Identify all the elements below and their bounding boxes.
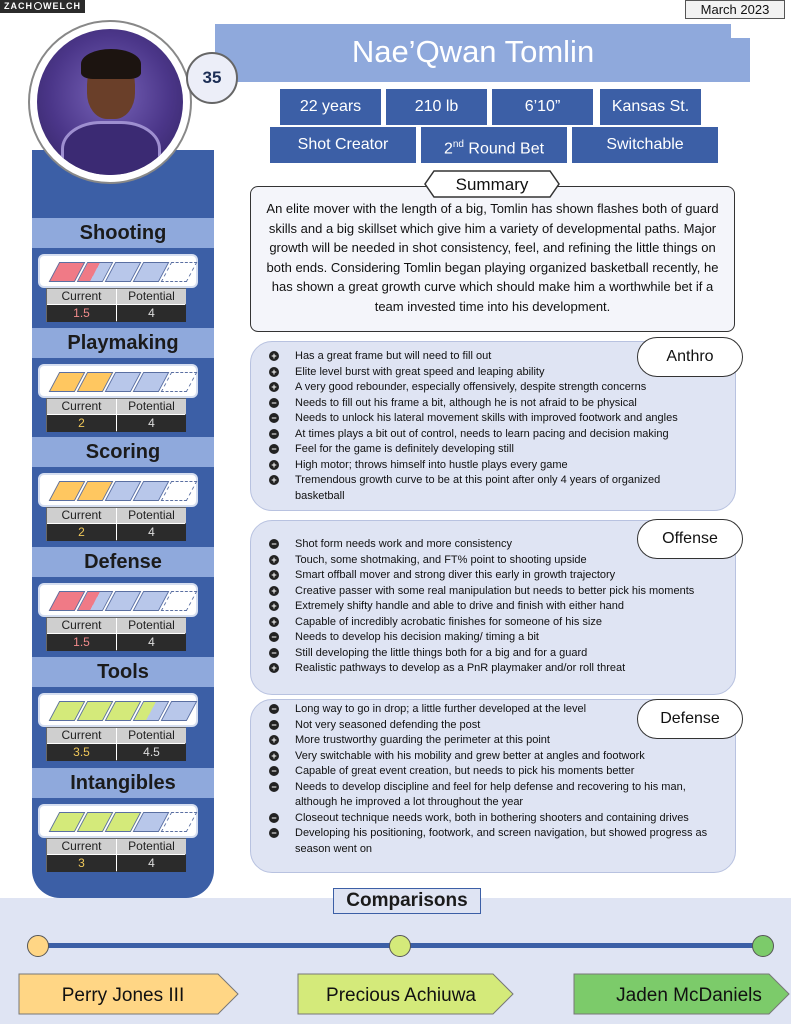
rating-title-defense: Defense: [32, 547, 214, 577]
offense-item: [269, 646, 709, 662]
rating-meter-tools: [38, 693, 198, 727]
comparison-name: Precious Achiuwa: [326, 985, 476, 1006]
rating-title-scoring: Scoring: [32, 437, 214, 467]
offense-item: [269, 615, 709, 631]
defense-item: [269, 733, 709, 749]
minus-icon: −: [269, 813, 279, 823]
plus-icon: +: [269, 617, 279, 627]
attr-school: Kansas St.: [600, 89, 701, 125]
item-text: More trustworthy guarding the perimeter at this point: [295, 734, 550, 746]
minus-icon: −: [269, 648, 279, 658]
rating-meter-shooting: [38, 254, 198, 288]
rating-values-tools: [46, 727, 186, 761]
rating-title-tools: Tools: [32, 657, 214, 687]
offense-item: [269, 630, 709, 646]
current-label: Current: [47, 508, 116, 523]
item-text: Has a great frame but will need to fill out: [295, 350, 492, 362]
rating-meter-defense: [38, 583, 198, 617]
offense-item: [269, 661, 709, 677]
plus-icon: +: [269, 555, 279, 565]
rating-meter-playmaking: [38, 364, 198, 398]
current-value: 1.5: [47, 305, 116, 322]
potential-value: 4.5: [117, 744, 186, 761]
brand-logo: [0, 0, 85, 13]
offense-tag: Offense: [637, 519, 743, 559]
item-text: A very good rebounder, especially offensively, despite strength concerns: [295, 381, 647, 393]
minus-icon: −: [269, 766, 279, 776]
item-text: Developing his positioning, footwork, and screen navigation, but showed progress as season went on: [295, 827, 708, 855]
offense-item: [269, 568, 709, 584]
plus-icon: +: [269, 475, 279, 485]
plus-icon: +: [269, 570, 279, 580]
item-text: Very switchable with his mobility and grew better at angles and footwork: [295, 749, 645, 762]
date-label: March 2023: [685, 0, 785, 19]
banner-stripe: [700, 38, 708, 82]
current-label: Current: [47, 399, 116, 414]
current-label: Current: [47, 728, 116, 743]
anthro-item: [269, 442, 709, 458]
rating-meter-intangibles: [38, 804, 198, 838]
rating-meter-scoring: [38, 473, 198, 507]
attr-height: 6’10”: [492, 89, 593, 125]
potential-label: Potential: [117, 728, 186, 743]
current-value: 1.5: [47, 634, 116, 651]
attr-age: 22 years: [280, 89, 381, 125]
anthro-item: [269, 427, 709, 443]
minus-icon: −: [269, 632, 279, 642]
attr-weight: 210 lb: [386, 89, 487, 125]
minus-icon: −: [269, 429, 279, 439]
anthro-item: [269, 396, 709, 412]
current-value: 3.5: [47, 744, 116, 761]
item-text: At times plays a bit out of control, needs to learn pacing and decision making: [295, 427, 669, 440]
minus-icon: −: [269, 828, 279, 838]
item-text: Elite level burst with great speed and leaping ability: [295, 365, 545, 378]
rating-values-shooting: [46, 288, 186, 322]
current-value: 3: [47, 855, 116, 872]
timeline-dot: [752, 935, 774, 957]
rating-values-defense: [46, 617, 186, 651]
rating-values-intangibles: [46, 838, 186, 872]
item-text: Feel for the game is definitely developing still: [295, 443, 514, 455]
plus-icon: +: [269, 586, 279, 596]
item-text: Creative passer with some real manipulation but needs to better pick his moments: [295, 584, 695, 597]
brand-ring-icon: [34, 2, 42, 10]
comparison-perry-jones: [18, 973, 240, 1015]
potential-value: 4: [117, 415, 186, 432]
jersey-number: 35: [186, 52, 238, 104]
current-value: 2: [47, 415, 116, 432]
minus-icon: −: [269, 413, 279, 423]
offense-item: [269, 553, 709, 569]
rating-title-playmaking: Playmaking: [32, 328, 214, 358]
name-banner: [215, 24, 731, 82]
item-text: Capable of great event creation, but needs to pick his moments better: [295, 765, 635, 777]
player-photo: [28, 20, 192, 184]
comparisons-title: Comparisons: [333, 888, 481, 914]
comparison-precious-achiuwa: [297, 973, 515, 1015]
item-text: Closeout technique needs work, both in bothering shooters and containing drives: [295, 811, 689, 824]
anthro-item: [269, 380, 709, 396]
banner-stripe: [730, 38, 750, 82]
defense-item: [269, 780, 709, 811]
item-text: Tremendous growth curve to be at this point after only 4 years of organized basketball: [295, 474, 661, 502]
item-text: Needs to develop his decision making/ timing a bit: [295, 631, 539, 643]
plus-icon: +: [269, 751, 279, 761]
plus-icon: +: [269, 382, 279, 392]
anthro-item: [269, 411, 709, 427]
item-text: Needs to develop discipline and feel for help defense and recovering to his man, although he improved a lot throughout the year: [295, 780, 686, 808]
rating-values-playmaking: [46, 398, 186, 432]
timeline-dot: [27, 935, 49, 957]
item-text: Touch, some shotmaking, and FT% point to shooting upside: [295, 553, 587, 566]
plus-icon: +: [269, 663, 279, 673]
timeline-dot: [389, 935, 411, 957]
defense-item: [269, 811, 709, 827]
item-text: High motor; throws himself into hustle plays every game: [295, 458, 568, 471]
summary-title: Summary: [455, 175, 529, 194]
potential-value: 4: [117, 305, 186, 322]
item-text: Capable of incredibly acrobatic finishes for someone of his size: [295, 615, 602, 628]
offense-item: [269, 599, 709, 615]
minus-icon: −: [269, 539, 279, 549]
minus-icon: −: [269, 720, 279, 730]
item-text: Smart offball mover and strong diver this early in growth trajectory: [295, 569, 616, 581]
item-text: Extremely shifty handle and able to drive and finish with either hand: [295, 600, 624, 612]
role-second-round: 2nd Round Bet: [421, 127, 567, 163]
anthro-list: [269, 349, 709, 504]
anthro-item: [269, 458, 709, 474]
role-switchable: Switchable: [572, 127, 718, 163]
plus-icon: +: [269, 601, 279, 611]
minus-icon: −: [269, 398, 279, 408]
potential-value: 4: [117, 524, 186, 541]
item-text: Not very seasoned defending the post: [295, 718, 481, 731]
summary-box: [250, 186, 735, 332]
brand-right-text: WELCH: [43, 1, 81, 11]
item-text: Needs to unlock his lateral movement skills with improved footwork and angles: [295, 412, 678, 424]
plus-icon: +: [269, 460, 279, 470]
current-value: 2: [47, 524, 116, 541]
current-label: Current: [47, 839, 116, 854]
potential-label: Potential: [117, 839, 186, 854]
plus-icon: +: [269, 367, 279, 377]
role-shot-creator: Shot Creator: [270, 127, 416, 163]
plus-icon: +: [269, 351, 279, 361]
potential-label: Potential: [117, 399, 186, 414]
minus-icon: −: [269, 444, 279, 454]
current-label: Current: [47, 618, 116, 633]
defense-tag: Defense: [637, 699, 743, 739]
comparison-jaden-mcdaniels: [573, 973, 791, 1015]
potential-label: Potential: [117, 289, 186, 304]
anthro-item: [269, 473, 709, 504]
offense-list: [269, 537, 709, 677]
comparison-name: Perry Jones III: [61, 985, 185, 1006]
summary-tag: [424, 170, 560, 198]
anthro-tag: Anthro: [637, 337, 743, 377]
rating-title-intangibles: Intangibles: [32, 768, 214, 798]
defense-item: [269, 826, 709, 857]
minus-icon: −: [269, 782, 279, 792]
potential-value: 4: [117, 855, 186, 872]
current-label: Current: [47, 289, 116, 304]
comparison-name: Jaden McDaniels: [616, 985, 762, 1006]
item-text: Long way to go in drop; a little further developed at the level: [295, 703, 587, 715]
potential-label: Potential: [117, 508, 186, 523]
offense-item: [269, 584, 709, 600]
potential-value: 4: [117, 634, 186, 651]
defense-item: [269, 764, 709, 780]
summary-text: An elite mover with the length of a big, Tomlin has shown flashes both of guard skills and a big skillset which give him a variety of developmental paths. Major growth will be needed in shot consistency, feel, and refining the little things on both ends. Considering Tomlin began playing organized basketball recently, he has shown a great growth curve which should make him a worthwhile bet if a team invested time into his development.: [266, 201, 719, 314]
defense-item: [269, 749, 709, 765]
plus-icon: +: [269, 735, 279, 745]
brand-left-text: ZACH: [4, 1, 33, 11]
player-name: Nae’Qwan Tomlin: [351, 34, 595, 69]
rating-values-scoring: [46, 507, 186, 541]
item-text: Shot form needs work and more consistency: [295, 538, 513, 550]
item-text: Needs to fill out his frame a bit, although he is not afraid to be physical: [295, 396, 637, 409]
minus-icon: −: [269, 704, 279, 714]
item-text: Still developing the little things both for a big and for a guard: [295, 646, 588, 659]
potential-label: Potential: [117, 618, 186, 633]
item-text: Realistic pathways to develop as a PnR playmaker and/or roll threat: [295, 662, 626, 674]
rating-title-shooting: Shooting: [32, 218, 214, 248]
